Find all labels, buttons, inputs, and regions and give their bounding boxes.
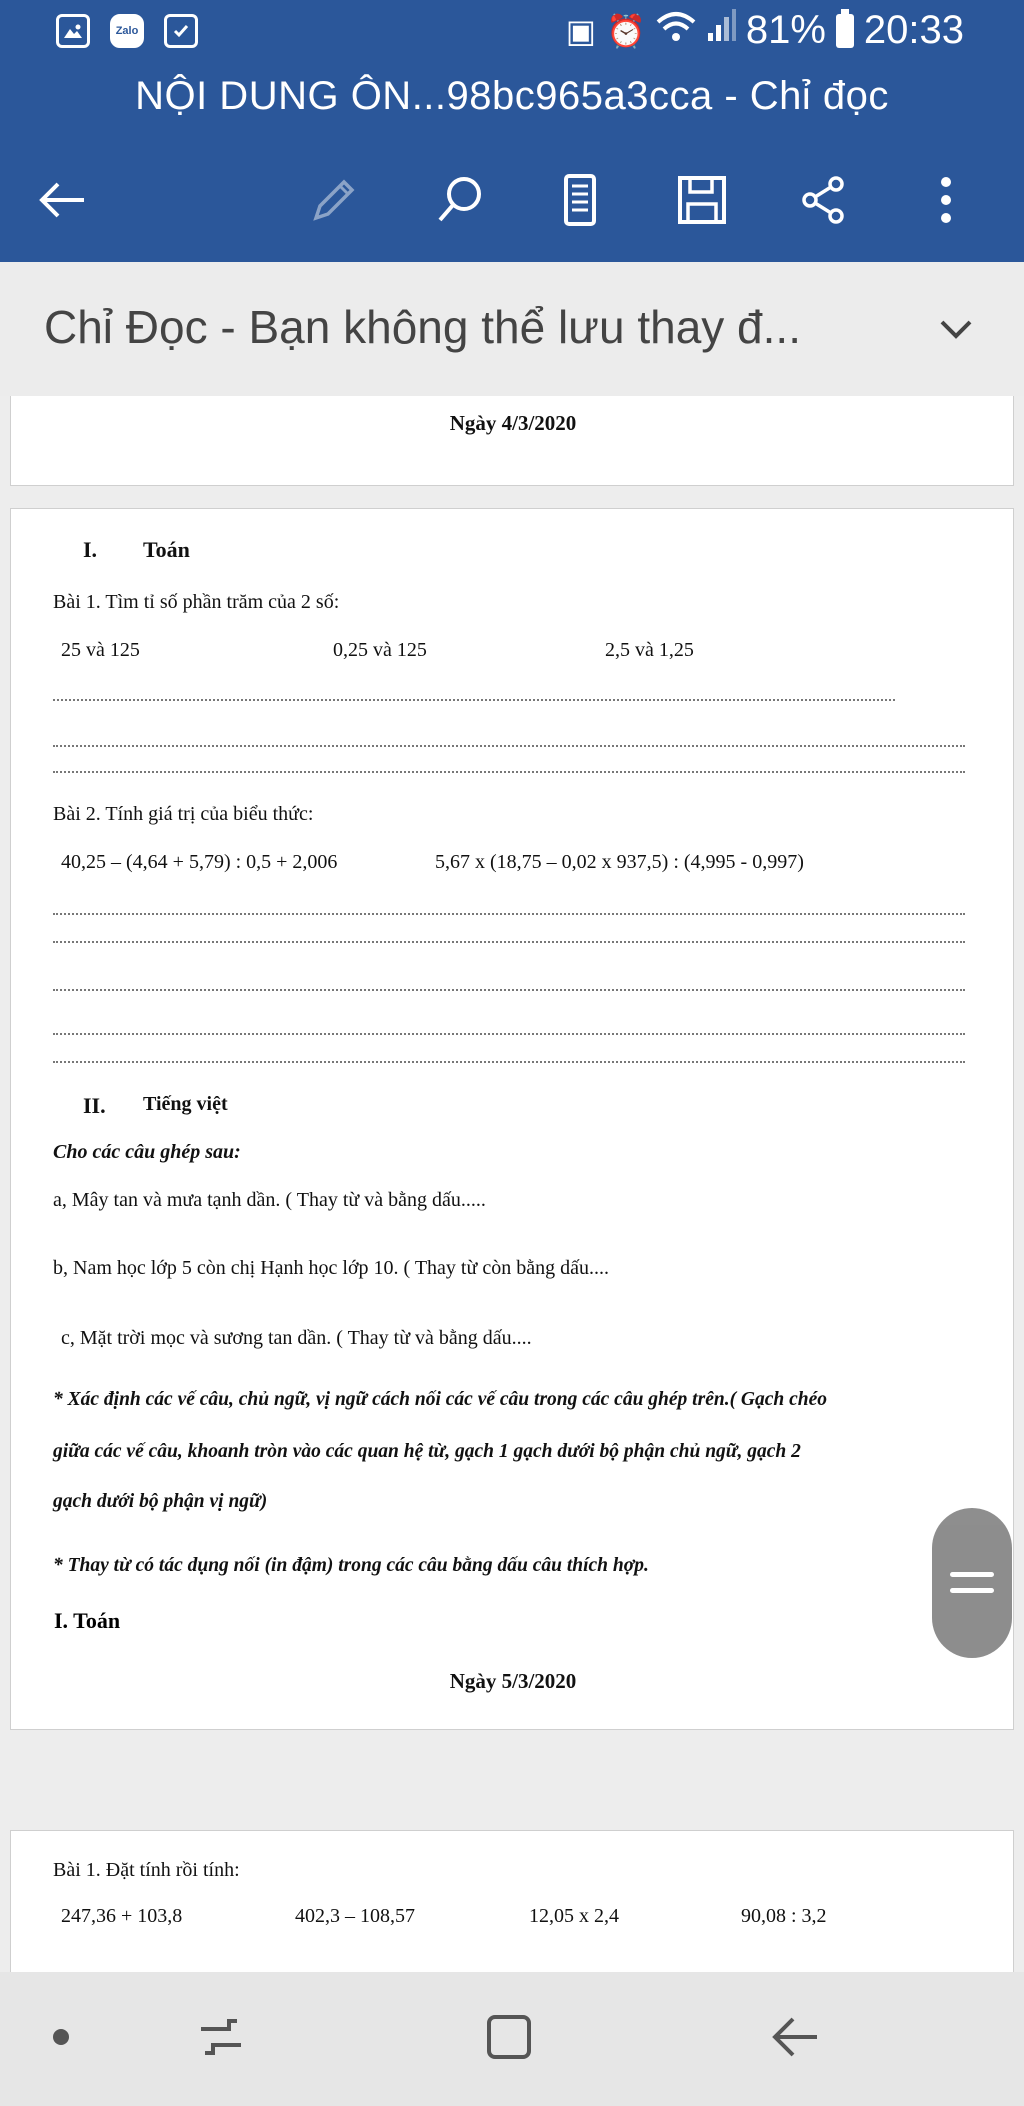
chevron-down-icon[interactable]: [928, 302, 984, 358]
document-view[interactable]: [0, 396, 1024, 1972]
answer-line: [53, 699, 895, 701]
exercise-item: 12,05 x 2,4: [529, 1905, 619, 1927]
sentence: c, Mặt trời mọc và sương tan dần. ( Thay từ và bằng dấu....: [61, 1327, 532, 1349]
media-icon: ▣: [565, 12, 596, 49]
date-heading: Ngày 4/3/2020: [449, 411, 577, 435]
answer-line: [53, 1061, 965, 1063]
system-status: [566, 8, 964, 53]
search-button[interactable]: [428, 168, 492, 232]
back-arrow-icon: [765, 2007, 825, 2067]
status-bar: [0, 0, 1024, 68]
task-line: * Thay từ có tác dụng nối (in đậm) trong các câu bằng dấu câu thích hợp.: [53, 1555, 649, 1576]
expression: 40,25 – (4,64 + 5,79) : 0,5 + 2,006: [61, 851, 338, 873]
exercise-item: 247,36 + 103,8: [61, 1905, 183, 1927]
save-icon: [674, 172, 730, 228]
document-title: NỘI DUNG ÔN...98bc965a3cca - Chỉ đọc: [135, 74, 889, 118]
banner-text: Chỉ Đọc - Bạn không thể lưu thay đ...: [44, 301, 801, 353]
clipboard-check-icon: [164, 14, 198, 48]
mobile-view-icon: [552, 172, 608, 228]
answer-line: [53, 745, 965, 747]
date-heading: Ngày 5/3/2020: [449, 1669, 577, 1693]
search-icon: [432, 172, 488, 228]
answer-line: [53, 913, 965, 915]
section-number: II.: [83, 1093, 106, 1118]
back-nav-button[interactable]: [760, 2002, 830, 2072]
exercise-title: Bài 2. Tính giá trị của biểu thức:: [53, 803, 314, 825]
more-options-button[interactable]: [914, 168, 978, 232]
exercise-item: 2,5 và 1,25: [605, 639, 694, 661]
home-icon: [479, 2007, 539, 2067]
home-button[interactable]: [474, 2002, 544, 2072]
app-header: [0, 0, 1024, 262]
zalo-icon: Zalo: [110, 14, 144, 48]
exercise-item: 90,08 : 3,2: [741, 1905, 827, 1927]
section-number: I.: [83, 537, 98, 562]
exercise-title: Bài 1. Tìm tỉ số phần trăm của 2 số:: [53, 591, 340, 613]
scroll-handle[interactable]: [932, 1508, 1012, 1658]
recent-apps-icon: [191, 2007, 251, 2067]
system-navigation-bar: [0, 1972, 1024, 2106]
edit-button[interactable]: [302, 168, 366, 232]
mobile-view-button[interactable]: [548, 168, 612, 232]
document-page: [10, 396, 1014, 486]
signal-icon: [706, 8, 736, 53]
read-only-banner[interactable]: [0, 262, 1024, 398]
back-button[interactable]: [30, 168, 94, 232]
battery-icon: [836, 14, 854, 48]
exercise-item: 25 và 125: [61, 639, 140, 661]
toolbar: [0, 160, 1024, 240]
answer-line: [53, 941, 965, 943]
task-line: * Xác định các vế câu, chủ ngữ, vị ngữ cách nối các vế câu trong các câu ghép trên.( Gạch chéo: [53, 1389, 828, 1410]
pencil-icon: [306, 172, 362, 228]
battery-percent: 81%: [745, 8, 826, 52]
exercise-item: 402,3 – 108,57: [295, 1905, 415, 1927]
wifi-icon: [656, 10, 696, 52]
document-page: [10, 508, 1014, 1730]
save-button[interactable]: [670, 168, 734, 232]
share-button[interactable]: [792, 168, 856, 232]
document-page: [10, 1830, 1014, 1972]
dot-indicator: [26, 2002, 96, 2072]
dot-icon: [31, 2007, 91, 2067]
alarm-icon: ⏰: [605, 12, 646, 49]
recent-apps-button[interactable]: [186, 2002, 256, 2072]
answer-line: [53, 989, 965, 991]
sentence: b, Nam học lớp 5 còn chị Hạnh học lớp 10. ( Thay từ còn bằng dấu....: [53, 1257, 609, 1279]
exercise-item: 0,25 và 125: [333, 639, 427, 661]
section-title: Toán: [143, 537, 190, 562]
instruction: Cho các câu ghép sau:: [53, 1141, 241, 1163]
task-line: giữa các vế câu, khoanh tròn vào các quan hệ từ, gạch 1 gạch dưới bộ phận chủ ngữ, gạch 2: [53, 1441, 801, 1462]
share-icon: [796, 172, 852, 228]
more-vertical-icon: [918, 172, 974, 228]
sentence: a, Mây tan và mưa tạnh dần. ( Thay từ và bằng dấu.....: [53, 1189, 486, 1211]
exercise-title: Bài 1. Đặt tính rồi tính:: [53, 1859, 240, 1881]
arrow-left-icon: [34, 172, 90, 228]
clock: 20:33: [863, 8, 964, 52]
notification-icons: [56, 14, 198, 48]
section-title: I. Toán: [54, 1608, 121, 1633]
answer-line: [53, 771, 965, 773]
task-line: gạch dưới bộ phận vị ngữ): [53, 1491, 268, 1512]
section-title: Tiếng việt: [143, 1093, 228, 1115]
expression: 5,67 x (18,75 – 0,02 x 937,5) : (4,995 - 0,997): [435, 851, 804, 873]
gallery-icon: [56, 14, 90, 48]
answer-line: [53, 1033, 965, 1035]
